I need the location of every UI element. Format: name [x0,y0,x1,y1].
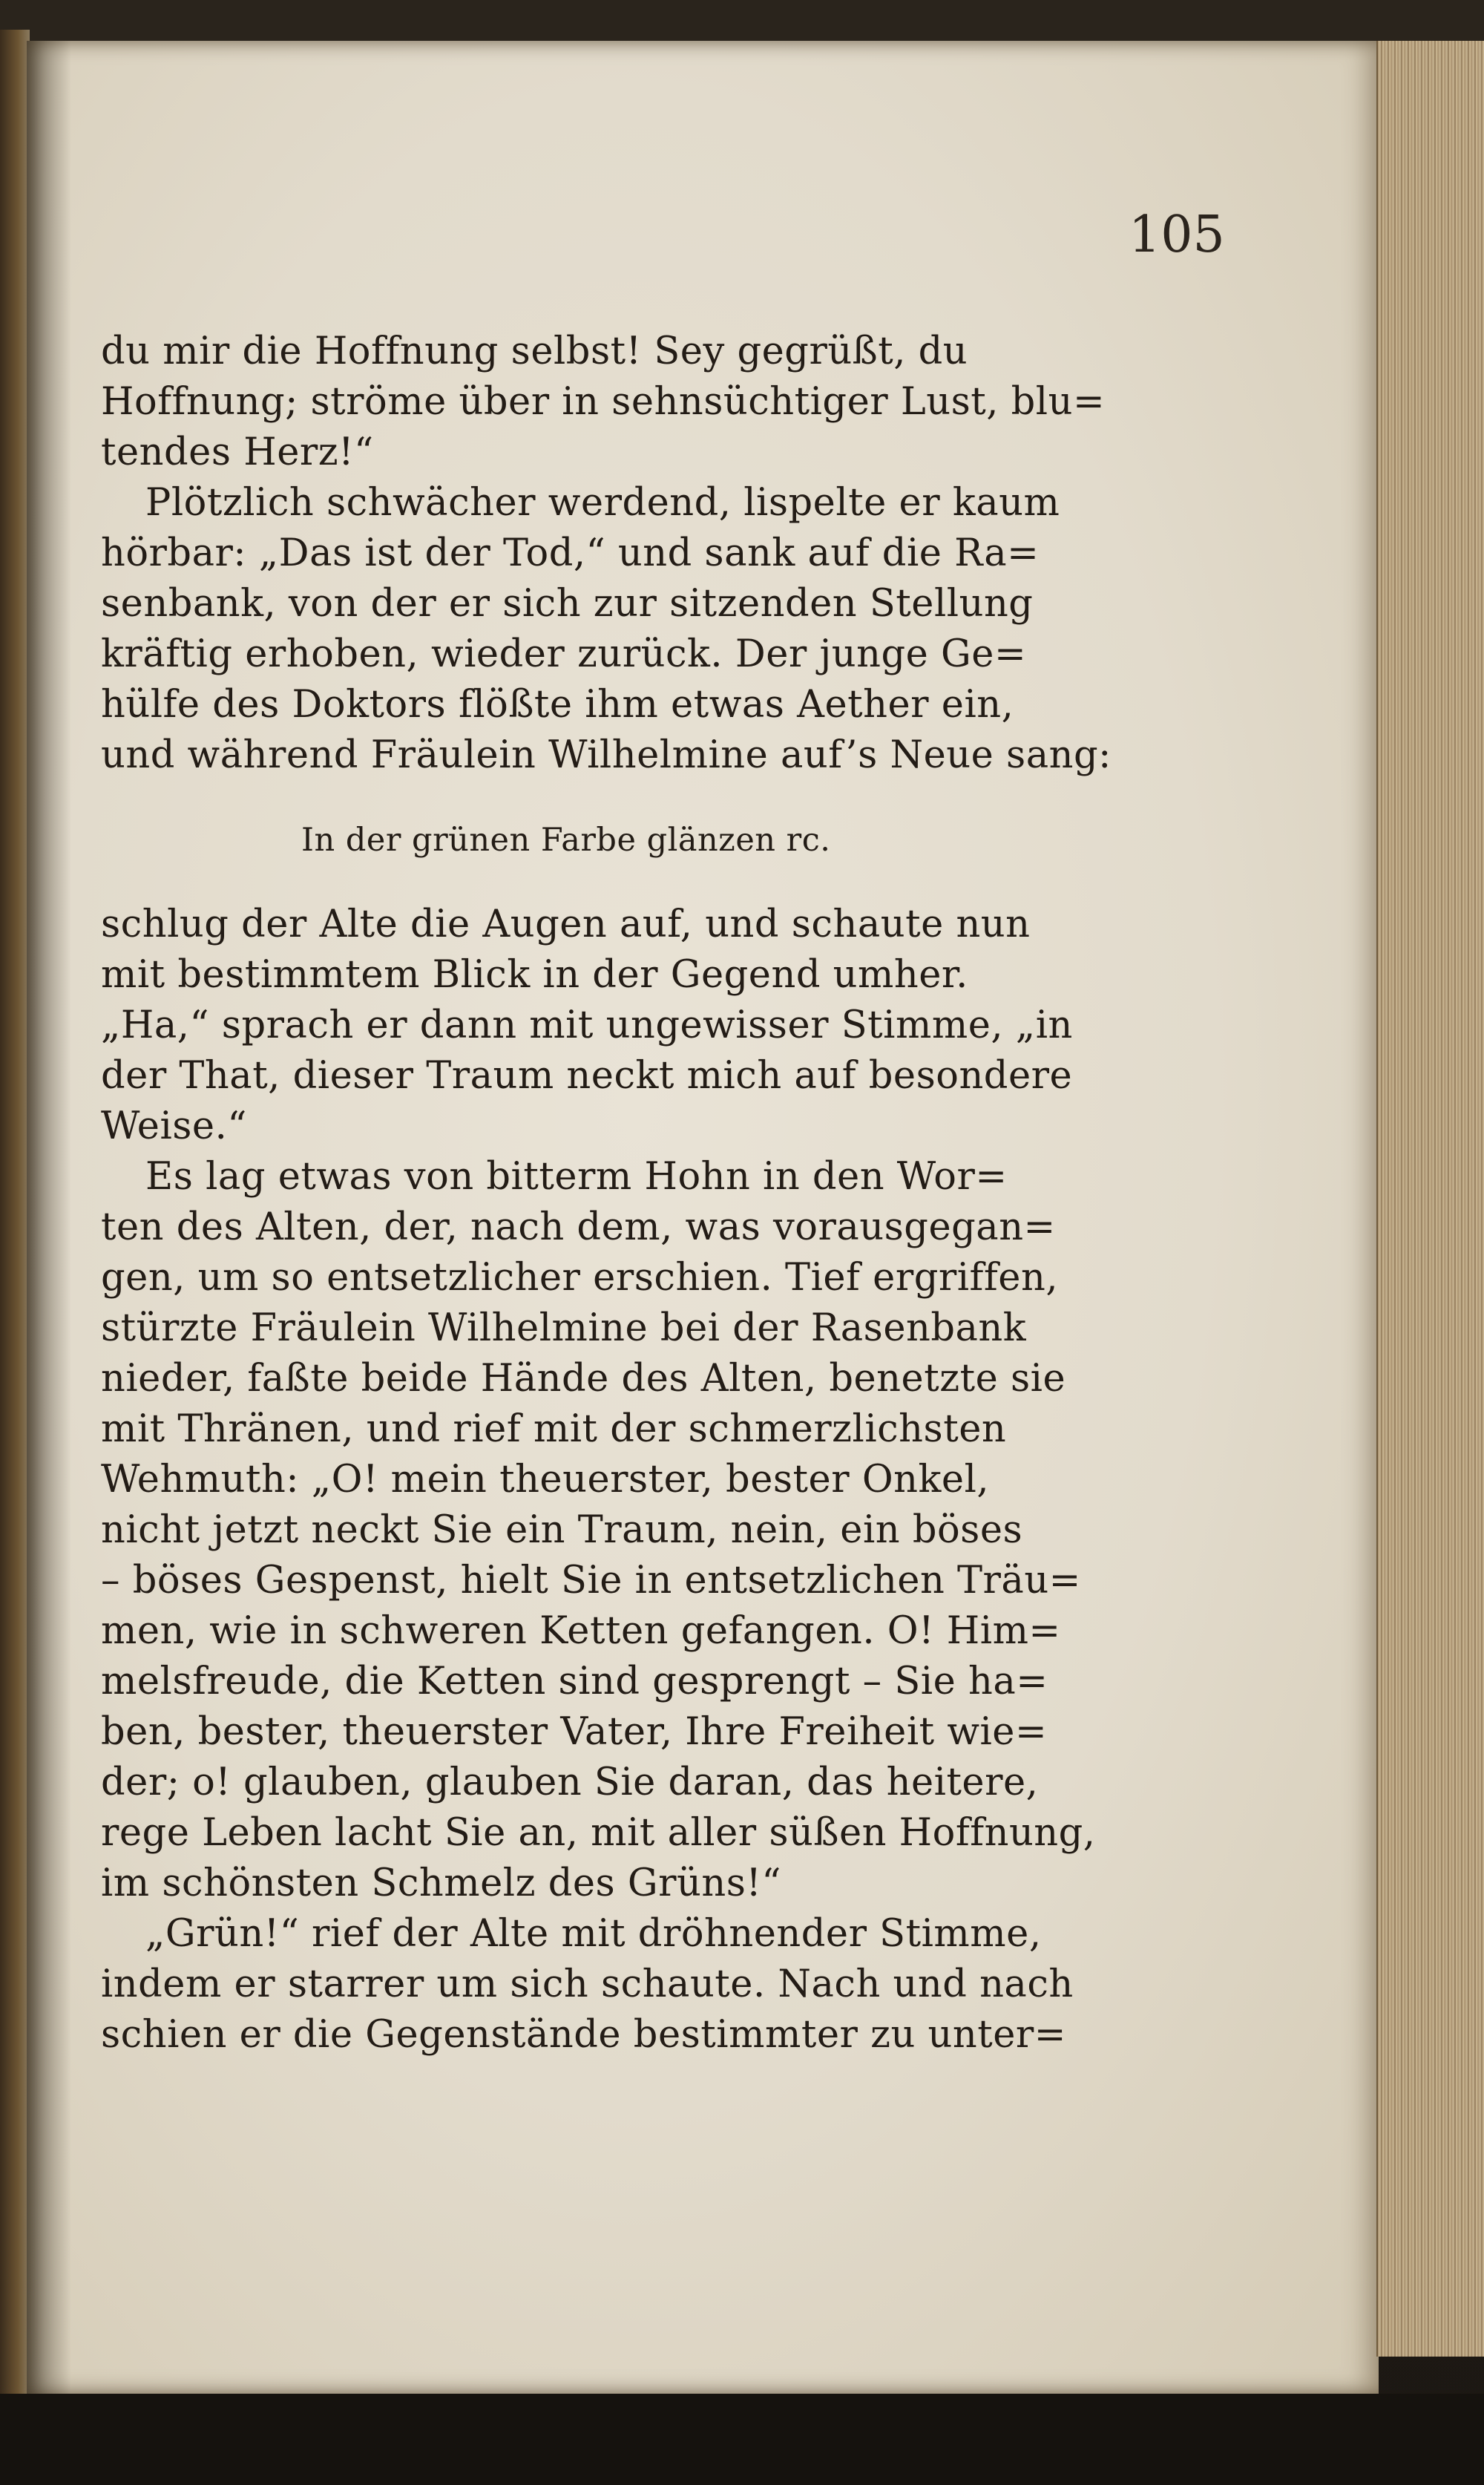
paragraph-2: Plötzlich schwächer werdend, lispelte er kaum hörbar: „Das ist der Tod,“ und sank auf die Ra= senbank, von der er sich zur sitzenden Stellung kräftig erhoben, wieder zurück. Der junge Ge= hülfe des Doktors flößte ihm etwas Aether ein, und während Fräulein Wilhelmine auf’s Neue sang: [101,481,1112,777]
paragraph-4: Es lag etwas von bitterm Hohn in den Wor= ten des Alten, der, nach dem, was vorausgegan= gen, um so entsetzlicher erschien. Tief ergriffen, stürzte Fräulein Wilhelmine bei der Rasenbank nieder, faßte beide Hände des Alten, benetzte sie mit Thränen, und rief mit der schmerzlichsten Wehmuth: „O! mein theuerster, bester Onkel, nicht jetzt neckt Sie ein Traum, nein, ein böses – böses Gespenst, hielt Sie in entsetzlichen Träu= men, wie in schweren Ketten gefangen. O! Him= melsfreude, die Ketten sind gesprengt – Sie ha= ben, bester, theuerster Vater, Ihre Freiheit wie= der; o! glauben, glauben Sie daran, das heitere, rege Leben lacht Sie an, mit aller süßen Hoffnung, im schönsten Schmelz des Grüns!“ [101,1155,1096,1905]
book-spine [0,30,30,2479]
paragraph-5: „Grün!“ rief der Alte mit dröhnender Stimme, indem er starrer um sich schaute. Nach und nach schien er die Gegenstände bestimmter zu unter= [101,1912,1074,2057]
gutter-shadow [27,41,71,2394]
page-edges [1376,41,1484,2357]
book-page [27,41,1379,2394]
paragraph-1: du mir die Hoffnung selbst! Sey gegrüßt, du Hoffnung; ströme über in sehnsüchtiger Lust, blu= tendes Herz!“ [101,330,1106,474]
paragraph-3: schlug der Alte die Augen auf, und schaute nun mit bestimmtem Blick in der Gegend umher. „Ha,“ sprach er dann mit ungewisser Stimme, „in der That, dieser Traum neckt mich auf besondere Weise.“ [101,903,1073,1148]
song-verse-line: In der grünen Farbe glänzen rc. [301,822,831,859]
page-number: 105 [1129,206,1225,264]
body-text [101,327,1266,2060]
bottom-background [0,2394,1484,2485]
